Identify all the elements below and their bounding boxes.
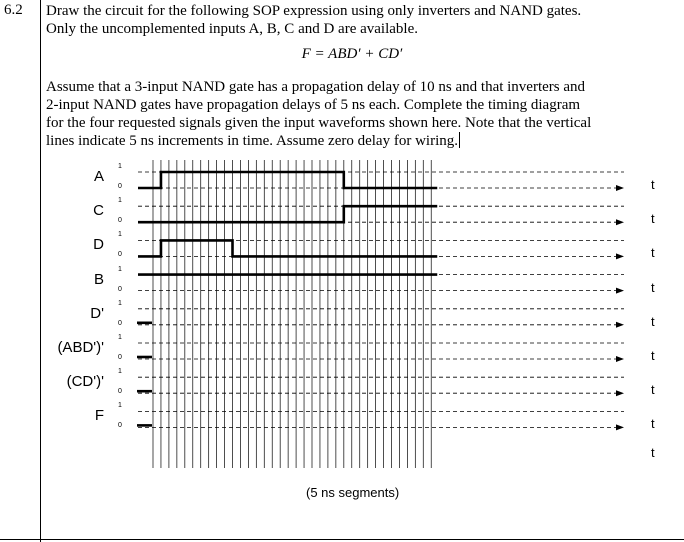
level-low-mark: 0 — [118, 251, 122, 259]
level-high-mark: 1 — [118, 197, 122, 205]
problem-line-2: Only the uncomplemented inputs A, B, C and D are available. — [46, 21, 418, 37]
time-label: t — [651, 382, 655, 398]
signal-label: D' — [90, 304, 104, 322]
paragraph-line-3: for the four requested signals given the input waveforms shown here. Note that the vertical — [46, 115, 592, 131]
time-label: t — [651, 245, 655, 261]
level-low-mark: 0 — [118, 319, 122, 327]
level-low-mark: 0 — [118, 217, 122, 225]
signal-label: C — [93, 202, 104, 220]
level-high-mark: 1 — [118, 299, 122, 307]
time-label-bottom: t — [651, 445, 655, 460]
time-arrow-icon — [616, 219, 624, 225]
signal-label: F — [94, 407, 104, 425]
level-high-mark: 1 — [118, 265, 122, 273]
level-high-mark: 1 — [118, 334, 122, 341]
time-label: t — [651, 279, 655, 295]
signal-label: (ABD')' — [57, 339, 104, 356]
time-arrow-icon — [616, 390, 624, 396]
waveform-0 — [138, 172, 437, 188]
diagram-caption: (5 ns segments) — [306, 485, 400, 500]
sop-equation: F = ABD′ + CD′ — [301, 46, 403, 62]
level-high-mark: 1 — [118, 402, 122, 410]
time-arrow-icon — [616, 424, 624, 430]
signal-label: D — [93, 236, 104, 254]
time-arrow-icon — [616, 253, 624, 259]
waveform-2 — [138, 240, 437, 256]
time-arrow-icon — [616, 356, 624, 362]
time-arrow-icon — [616, 288, 624, 294]
paragraph-line-4-text: lines indicate 5 ns increments in time. Assume zero delay for wiring. — [46, 133, 458, 149]
time-arrow-icon — [616, 185, 624, 191]
time-label: t — [651, 313, 655, 329]
signal-label: B — [93, 270, 104, 288]
problem-number: 6.2 — [4, 2, 23, 18]
level-low-mark: 0 — [118, 183, 122, 190]
level-high-mark: 1 — [118, 163, 122, 170]
time-arrow-icon — [616, 322, 624, 328]
time-label: t — [651, 211, 655, 227]
signal-label: (CD')' — [66, 373, 104, 391]
level-high-mark: 1 — [118, 368, 122, 376]
paragraph-line-2: 2-input NAND gates have propagation delays of 5 ns each. Complete the timing diagram — [46, 97, 581, 113]
waveform-1 — [138, 206, 437, 222]
signal-label: A — [93, 168, 104, 185]
time-label: t — [651, 177, 655, 192]
time-label: t — [651, 416, 655, 432]
level-low-mark: 0 — [118, 354, 122, 361]
time-label: t — [651, 348, 655, 363]
level-high-mark: 1 — [118, 231, 122, 239]
level-low-mark: 0 — [118, 422, 122, 430]
problem-line-1: Draw the circuit for the following SOP expression using only inverters and NAND gates. — [46, 3, 582, 19]
level-low-mark: 0 — [118, 388, 122, 396]
paragraph-line-1: Assume that a 3-input NAND gate has a propagation delay of 10 ns and that inverters and — [46, 79, 586, 95]
level-low-mark: 0 — [118, 285, 122, 293]
